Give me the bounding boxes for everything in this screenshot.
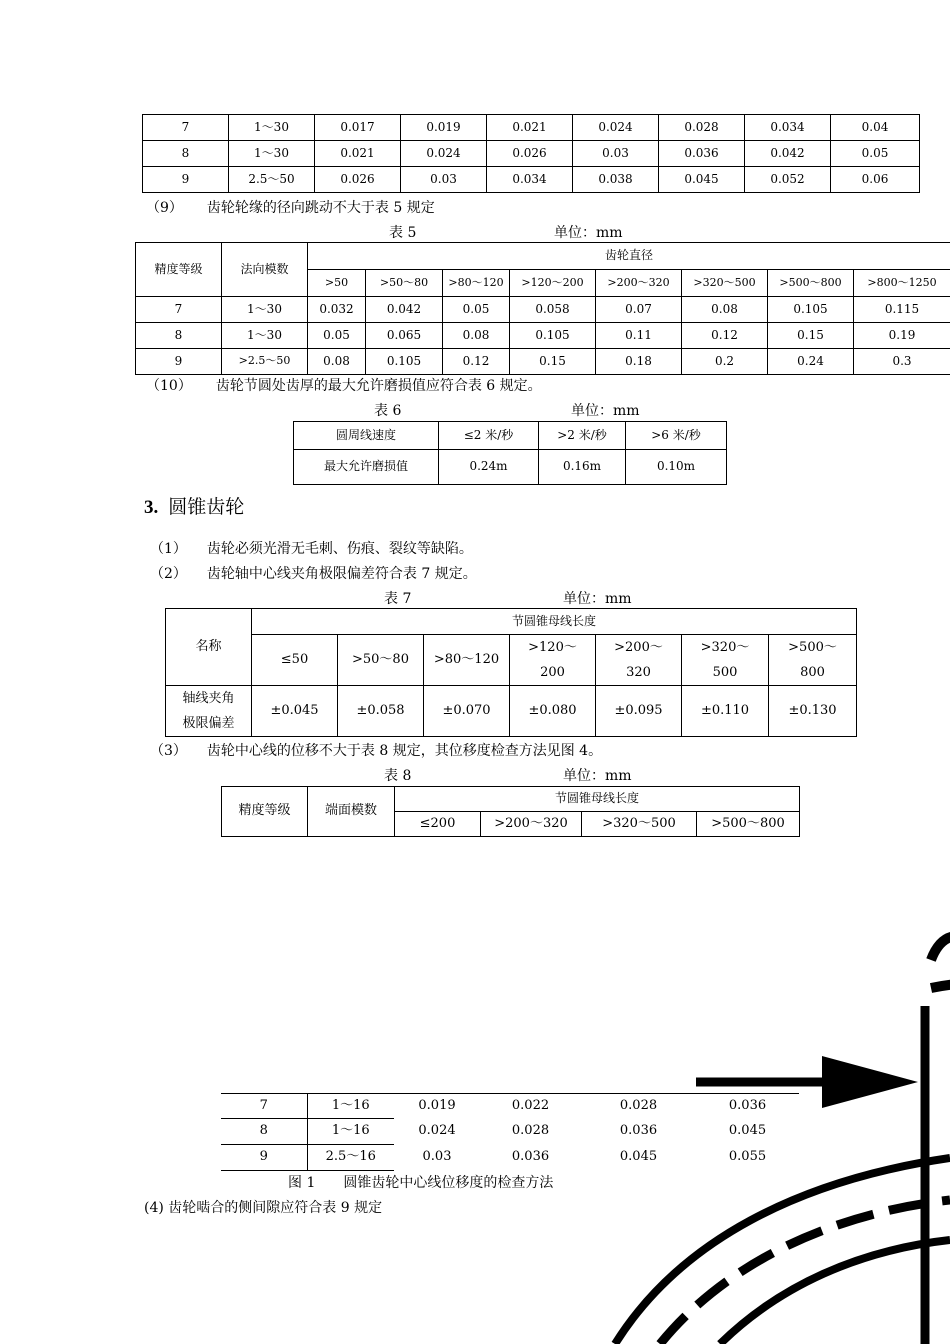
table-cell: 0.036 <box>728 1097 767 1113</box>
header-module: 法向模数 <box>222 243 308 297</box>
table-cell: 0.045 <box>728 1123 767 1139</box>
table-cell: 1～16 <box>307 1094 394 1119</box>
table-cell: 0.036 <box>511 1149 550 1165</box>
column-header: >80～120 <box>443 270 510 297</box>
table-8-title: 表 8 <box>384 768 412 784</box>
column-header: >50～80 <box>366 270 443 297</box>
table-cell: 0.05 <box>443 297 510 323</box>
table-cell: 0.08 <box>443 323 510 349</box>
table-cell: 0.10m <box>626 450 727 485</box>
table-cell: 0.15 <box>768 323 854 349</box>
table-cell: ±0.070 <box>424 686 510 737</box>
item-text: 齿轮轮缘的径向跳动不大于表 5 规定 <box>206 200 435 216</box>
outer-arc <box>615 1158 950 1344</box>
column-header: ≤2 米/秒 <box>439 422 539 450</box>
table-cell: 0.18 <box>596 349 682 375</box>
item-number: （3） <box>150 743 187 759</box>
header-grade: 精度等级 <box>222 787 308 837</box>
column-header: >320～500 <box>682 270 768 297</box>
s3-item-2 <box>150 563 477 583</box>
table-8-header <box>221 786 800 837</box>
table-6-unit: 单位：mm <box>571 403 640 419</box>
table-cell: 8 <box>136 323 222 349</box>
table-cell: 1～30 <box>229 115 315 141</box>
row-label: 轴线夹角 极限偏差 <box>166 686 252 737</box>
table-cell: 0.024 <box>573 115 659 141</box>
table-8-body <box>221 1093 799 1171</box>
header-module: 端面模数 <box>308 787 395 837</box>
table-cell: 7 <box>136 297 222 323</box>
table-7-unit: 单位：mm <box>563 591 632 607</box>
table-cell: 0.022 <box>511 1097 550 1113</box>
table-cell: 0.115 <box>854 297 950 323</box>
header-gear-diameter: 齿轮直径 <box>308 243 950 270</box>
table-cell: 0.065 <box>366 323 443 349</box>
table-cell: 0.15 <box>510 349 596 375</box>
column-header: >500～800 <box>697 812 800 837</box>
table-cell: 0.036 <box>619 1123 658 1139</box>
table-cell: 0.042 <box>366 297 443 323</box>
table-cell: 0.24m <box>439 450 539 485</box>
table-row <box>221 1145 799 1171</box>
table-cell: 0.045 <box>619 1149 658 1165</box>
table-6 <box>293 421 727 485</box>
table-cell: 0.024 <box>401 141 487 167</box>
column-header: >500～ 800 <box>769 635 857 686</box>
table-cell: 0.038 <box>573 167 659 193</box>
table-cell: 0.16m <box>539 450 626 485</box>
figure-caption <box>288 1172 553 1192</box>
table-cell: ±0.058 <box>338 686 424 737</box>
table-cell: ±0.110 <box>682 686 769 737</box>
s3-item-4: (4) 齿轮啮合的侧间隙应符合表 9 规定 <box>144 1200 383 1216</box>
table-5-title: 表 5 <box>389 225 417 241</box>
table-cell: 0.032 <box>308 297 366 323</box>
table-cell: 0.045 <box>659 167 745 193</box>
table-cell: 7 <box>221 1094 307 1119</box>
column-header: >120～ 200 <box>510 635 596 686</box>
label-a-fragment <box>931 936 950 960</box>
table-cell: ±0.130 <box>769 686 857 737</box>
table-cell: 0.105 <box>510 323 596 349</box>
table-row <box>136 349 950 375</box>
table-cell: 0.042 <box>745 141 831 167</box>
column-header: >2 米/秒 <box>539 422 626 450</box>
item-number: （10） <box>146 378 192 394</box>
table-cell: 0.03 <box>401 167 487 193</box>
column-header: ≤50 <box>252 635 338 686</box>
table-cell: 8 <box>221 1119 307 1145</box>
table-row <box>143 167 920 193</box>
table-cell: 0.017 <box>315 115 401 141</box>
table-cell: 9 <box>221 1145 307 1171</box>
arrow-head-icon <box>822 1056 918 1108</box>
table-row <box>136 323 950 349</box>
table-cell: 0.026 <box>487 141 573 167</box>
header-cone-length: 节圆锥母线长度 <box>395 787 800 812</box>
table-cell: 2.5～50 <box>229 167 315 193</box>
table-cell: 0.034 <box>745 115 831 141</box>
table-cell: 0.19 <box>854 323 950 349</box>
table-cell: 0.019 <box>401 115 487 141</box>
table-cell: 0.019 <box>418 1097 456 1113</box>
column-header: >6 米/秒 <box>626 422 727 450</box>
table-cell: 0.055 <box>728 1149 767 1165</box>
table-row <box>143 141 920 167</box>
table-row <box>166 686 857 737</box>
table-cell: 0.24 <box>768 349 854 375</box>
column-header: >320～500 <box>582 812 697 837</box>
column-header: >200～320 <box>481 812 582 837</box>
table-cell: 0.12 <box>682 323 768 349</box>
item-9 <box>146 197 435 217</box>
column-header: >800～1250 <box>854 270 950 297</box>
table-cell: 2.5～16 <box>307 1145 394 1171</box>
table-8-unit: 单位：mm <box>563 768 632 784</box>
table-cell: ±0.095 <box>596 686 682 737</box>
table-cell: 0.028 <box>659 115 745 141</box>
table-cell: 0.028 <box>619 1097 658 1113</box>
table-cell: 0.105 <box>768 297 854 323</box>
table-6-title: 表 6 <box>374 403 402 419</box>
table-cell: 0.08 <box>682 297 768 323</box>
table-cell: 0.3 <box>854 349 950 375</box>
table-cell: 0.036 <box>659 141 745 167</box>
section-number: 3. <box>144 497 159 518</box>
table-cell: >2.5～50 <box>222 349 308 375</box>
item-text: 齿轮必须光滑无毛刺、伤痕、裂纹等缺陷。 <box>206 541 473 557</box>
header-grade: 精度等级 <box>136 243 222 297</box>
section-title: 圆锥齿轮 <box>168 496 245 518</box>
table-7 <box>165 608 857 737</box>
column-header: >120～200 <box>510 270 596 297</box>
table-cell: 最大允许磨损值 <box>294 450 439 485</box>
table-cell: 1～16 <box>307 1119 394 1145</box>
table-cell: ±0.080 <box>510 686 596 737</box>
table-5 <box>135 242 950 375</box>
table-row <box>221 1094 799 1119</box>
table-cell: 0.08 <box>308 349 366 375</box>
s3-item-1 <box>150 538 473 558</box>
table-cell: 1～30 <box>222 323 308 349</box>
table-cell: 0.052 <box>745 167 831 193</box>
table-cell: 7 <box>143 115 229 141</box>
table-7-title: 表 7 <box>384 591 412 607</box>
table-cell: 0.05 <box>831 141 920 167</box>
table-cell: 0.024 <box>418 1123 456 1139</box>
table-row <box>143 115 920 141</box>
table-cell: ±0.045 <box>252 686 338 737</box>
column-header: >500～800 <box>768 270 854 297</box>
header-cone-length: 节圆锥母线长度 <box>252 609 857 635</box>
table-cell: 0.03 <box>573 141 659 167</box>
header-name: 名称 <box>166 609 252 686</box>
column-header: >320～ 500 <box>682 635 769 686</box>
table-cell: 0.03 <box>422 1149 452 1165</box>
table-cell: 0.07 <box>596 297 682 323</box>
figure-caption-text: 圆锥齿轮中心线位移度的检查方法 <box>343 1175 554 1191</box>
table-cell: 0.026 <box>315 167 401 193</box>
section-heading <box>144 492 244 519</box>
table-row <box>136 297 950 323</box>
s3-item-3 <box>150 740 602 760</box>
column-header: >200～ 320 <box>596 635 682 686</box>
column-header: >50～80 <box>338 635 424 686</box>
table-cell: 1～30 <box>222 297 308 323</box>
item-text: 齿轮中心线的位移不大于表 8 规定，其位移度检查方法见图 4。 <box>206 743 603 759</box>
item-text: 齿轮节圆处齿厚的最大允许磨损值应符合表 6 规定。 <box>215 378 542 394</box>
table-cell: 0.034 <box>487 167 573 193</box>
item-number: （2） <box>150 566 187 582</box>
column-header: 圆周线速度 <box>294 422 439 450</box>
table-5-unit: 单位：mm <box>554 225 623 241</box>
item-number: （9） <box>146 200 183 216</box>
figure-number: 图 1 <box>288 1175 316 1191</box>
table-cell: 9 <box>136 349 222 375</box>
inner-arc <box>720 1240 950 1344</box>
table-cell: 0.105 <box>366 349 443 375</box>
item-text: 齿轮轴中心线夹角极限偏差符合表 7 规定。 <box>206 566 477 582</box>
table-cell: 0.11 <box>596 323 682 349</box>
table-cell: 0.12 <box>443 349 510 375</box>
column-header: >50 <box>308 270 366 297</box>
table-cell: 9 <box>143 167 229 193</box>
table-cell: 0.2 <box>682 349 768 375</box>
table-cell: 0.021 <box>315 141 401 167</box>
table-cell: 0.04 <box>831 115 920 141</box>
dashed-arc <box>660 1200 950 1344</box>
table-row <box>294 450 727 485</box>
column-header: >200～320 <box>596 270 682 297</box>
table-cell: 8 <box>143 141 229 167</box>
table-4-tail <box>142 114 920 193</box>
column-header: ≤200 <box>395 812 481 837</box>
table-cell: 0.028 <box>511 1123 550 1139</box>
column-header: >80～120 <box>424 635 510 686</box>
table-cell: 1～30 <box>229 141 315 167</box>
table-row <box>221 1119 799 1145</box>
table-cell: 0.06 <box>831 167 920 193</box>
item-10 <box>146 375 542 395</box>
table-cell: 0.05 <box>308 323 366 349</box>
table-cell: 0.021 <box>487 115 573 141</box>
item-number: （1） <box>150 541 187 557</box>
table-cell: 0.058 <box>510 297 596 323</box>
